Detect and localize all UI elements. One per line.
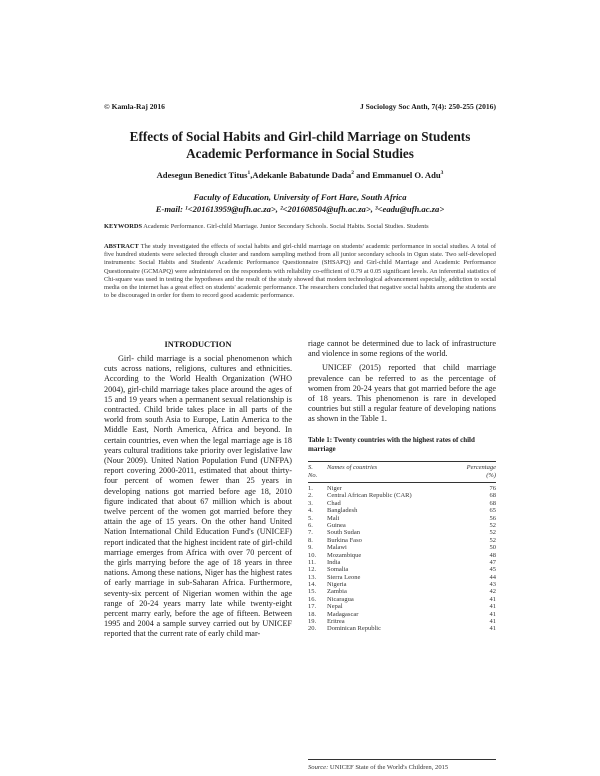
title-line-2: Academic Performance in Social Studies bbox=[186, 146, 414, 161]
row-percentage: 41 bbox=[489, 603, 496, 611]
row-serial: 9. bbox=[308, 544, 313, 552]
row-serial: 8. bbox=[308, 536, 313, 544]
table-row bbox=[308, 625, 496, 632]
row-percentage: 52 bbox=[489, 536, 496, 544]
left-column bbox=[104, 354, 292, 759]
table-bottom-rule bbox=[308, 759, 496, 760]
row-serial: 12. bbox=[308, 566, 317, 574]
row-serial: 4. bbox=[308, 507, 313, 515]
table-row bbox=[308, 485, 496, 492]
table-source bbox=[308, 764, 496, 771]
row-country: Nepal bbox=[327, 603, 343, 611]
abstract-text: The study investigated the effects of social habits and girl-child marriage on students' academic performance in social studies. A total of five hundred students were selected through cluster and random sampling method from all junior secondary schools in Ogun state. Two self-developed instruments: Social Habits and Students' Academic Performance Questionnaire (SHSAPQ) and Girl-child Marriage and Academic Performance Questionnaire (GCMAPQ) were administered on the respondents with reliability co-efficient of 0.79 at 0.05 significant levels. An inferential statistics of Chi-square was used in testing the hypotheses and the result of the study showed that modern technological advancement especially, addiction to social media on the internet has a great effect on students' academic performance. The researchers concluded that negative social habits among the students are to be discouraged in order for them to record good academic performance. bbox=[104, 243, 496, 300]
table-row bbox=[308, 618, 496, 625]
keywords bbox=[104, 223, 496, 231]
table-caption: Table 1: Twenty countries with the highest rates of child marriage bbox=[308, 436, 475, 453]
header-country: Names of countries bbox=[327, 464, 378, 471]
table-row bbox=[308, 522, 496, 529]
table-row bbox=[308, 500, 496, 507]
row-country: Mali bbox=[327, 514, 340, 522]
keywords-label: KEYWORDS bbox=[104, 223, 142, 230]
source-label: Source: bbox=[308, 764, 329, 771]
row-percentage: 52 bbox=[489, 529, 496, 537]
table-row bbox=[308, 507, 496, 514]
row-country: Chad bbox=[327, 499, 341, 507]
row-percentage: 41 bbox=[489, 595, 496, 603]
author-2-mark: 2 bbox=[351, 170, 354, 177]
table-row bbox=[308, 492, 496, 499]
row-country: Malawi bbox=[327, 544, 347, 552]
table-row bbox=[308, 581, 496, 588]
row-percentage: 41 bbox=[489, 618, 496, 626]
row-country: Niger bbox=[327, 485, 342, 492]
row-country: Eritrea bbox=[327, 618, 345, 626]
header-serial bbox=[308, 464, 322, 480]
row-percentage: 41 bbox=[489, 625, 496, 633]
row-serial: 17. bbox=[308, 603, 317, 611]
row-country: Madagascar bbox=[327, 610, 359, 618]
row-country: Dominican Republic bbox=[327, 625, 381, 633]
table-header-rule bbox=[308, 482, 496, 483]
row-serial: 18. bbox=[308, 610, 317, 618]
author-3: and Emmanuel O. Adu bbox=[353, 170, 441, 180]
intro-paragraph-2: UNICEF (2015) reported that child marriage prevalence can be referred to as the percentage of women from 20-24 years that got married before the age of 18 years. This phenomenon is rare in developed countries but still a regular feature of developing nations as shown in the Table 1. bbox=[308, 363, 496, 424]
row-percentage: 41 bbox=[489, 610, 496, 618]
row-country: Bangladesh bbox=[327, 507, 358, 515]
table-row bbox=[308, 566, 496, 573]
author-2: ,Adekanle Babatunde Dada bbox=[250, 170, 352, 180]
table-row bbox=[308, 559, 496, 566]
row-percentage: 65 bbox=[489, 507, 496, 515]
keywords-text: Academic Performance. Girl-child Marriage. Junior Secondary Schools. Social Habits. Social Studies. Students bbox=[142, 223, 429, 230]
source-text: UNICEF State of the World's Children, 2015 bbox=[328, 764, 449, 771]
row-percentage: 43 bbox=[489, 581, 496, 589]
introduction-heading: INTRODUCTION bbox=[164, 340, 232, 349]
row-serial: 1. bbox=[308, 485, 313, 492]
header-percentage bbox=[456, 464, 496, 480]
row-percentage: 52 bbox=[489, 521, 496, 529]
row-percentage: 68 bbox=[489, 499, 496, 507]
header-percentage-line-2: (%) bbox=[486, 472, 496, 479]
row-serial: 3. bbox=[308, 499, 313, 507]
table-row bbox=[308, 529, 496, 536]
table-top-rule bbox=[308, 461, 496, 462]
author-list bbox=[104, 170, 496, 180]
row-country: Nicaragua bbox=[327, 595, 354, 603]
header-percentage-line-1: Percentage bbox=[466, 464, 496, 471]
row-serial: 11. bbox=[308, 558, 316, 566]
table-row bbox=[308, 515, 496, 522]
row-percentage: 56 bbox=[489, 514, 496, 522]
row-country: Sierra Leone bbox=[327, 573, 361, 581]
journal-citation-header: J Sociology Soc Anth, 7(4): 250-255 (2016) bbox=[359, 102, 496, 111]
abstract-label: ABSTRACT bbox=[104, 243, 139, 250]
table-row bbox=[308, 552, 496, 559]
row-serial: 5. bbox=[308, 514, 313, 522]
row-serial: 15. bbox=[308, 588, 317, 596]
paper-title bbox=[104, 128, 496, 162]
row-serial: 16. bbox=[308, 595, 317, 603]
row-country: Guinea bbox=[327, 521, 346, 529]
abstract bbox=[104, 243, 496, 300]
affiliation bbox=[104, 192, 496, 215]
header-serial-line-1: S. bbox=[308, 464, 313, 471]
row-percentage: 47 bbox=[489, 558, 496, 566]
row-country: India bbox=[327, 558, 341, 566]
row-serial: 20. bbox=[308, 625, 317, 633]
row-country: Nigeria bbox=[327, 581, 347, 589]
row-percentage: 48 bbox=[489, 551, 496, 559]
row-percentage: 76 bbox=[489, 485, 496, 492]
row-serial: 10. bbox=[308, 551, 317, 559]
table-row bbox=[308, 588, 496, 595]
author-1: Adesegun Benedict Titus bbox=[156, 170, 248, 180]
table-row bbox=[308, 537, 496, 544]
row-percentage: 45 bbox=[489, 566, 496, 574]
table-row bbox=[308, 603, 496, 610]
row-serial: 6. bbox=[308, 521, 313, 529]
table-row bbox=[308, 596, 496, 603]
intro-paragraph-1: Girl- child marriage is a social phenomenon which cuts across nations, religions, cultures and ethnicities. According to the World Health Organization (WHO 2004), girl-child marriage takes place around the ages of 15 and 19 years when a permanent sexual relationship is contracted. Child bride takes place in all parts of the world from south Asia to Europe, Latin America to the Middle East, North America, Africa and beyond. In certain countries, even when the legal marriage age is 18 years cultural traditions take priority over legislative law (Nour 2009). United Nation Population Fund (UNFPA) report covering 2000-2011, estimated that about thirty-four percent of women fewer than 25 years in developing nations got married before age 18, 2010 figure indicated that about 67 million which is about twelve percent of the women got married before they attain the age of 15 years. On the other hand United Nation International Child Education Fund's (UNICEF) report indicated that the highest incident rate of girl-child marriage emerges from Africa with over 70 percent of the girls marrying before the age of 18 years in three nations. Among these nations, Niger has the highest rates of early marriage in sub-Saharan Africa. Furthermore, seventy-six percent of Nigerian women within the age range of 20-24 years marry late while twenty-eight percent marry early, before the age of fifteen. Between 1995 and 2004 a sample survey carried out by UNICEF reported that the current rate of early child mar- bbox=[104, 354, 292, 639]
row-percentage: 42 bbox=[489, 588, 496, 596]
row-country: Burkina Faso bbox=[327, 536, 362, 544]
row-country: Somalia bbox=[327, 566, 349, 574]
intro-paragraph-1-continued: riage cannot be determined due to lack of infrastructure and violence in some regions of the world. bbox=[308, 339, 496, 359]
header-serial-line-2: No. bbox=[308, 472, 318, 479]
right-column bbox=[308, 339, 496, 425]
row-serial: 19. bbox=[308, 618, 317, 626]
row-serial: 14. bbox=[308, 581, 317, 589]
row-percentage: 68 bbox=[489, 492, 496, 500]
row-country: Zambia bbox=[327, 588, 347, 596]
affiliation-institution: Faculty of Education, University of Fort Hare, South Africa bbox=[193, 192, 407, 202]
row-serial: 7. bbox=[308, 529, 313, 537]
row-serial: 13. bbox=[308, 573, 317, 581]
row-percentage: 50 bbox=[489, 544, 496, 552]
author-3-mark: 3 bbox=[440, 170, 444, 177]
row-country: Mozambique bbox=[327, 551, 362, 559]
table-row bbox=[308, 574, 496, 581]
row-country: Central African Republic (CAR) bbox=[327, 492, 412, 500]
row-serial: 2. bbox=[308, 492, 313, 500]
title-line-1: Effects of Social Habits and Girl-child Marriage on Students bbox=[129, 129, 471, 144]
row-country: South Sudan bbox=[327, 529, 361, 537]
table-row bbox=[308, 544, 496, 551]
table-row bbox=[308, 611, 496, 618]
affiliation-emails: E-mail: ¹<201613959@ufh.ac.za>, ²<201608504@ufh.ac.za>, ³<eadu@ufh.ac.za> bbox=[155, 203, 445, 214]
author-1-mark: 1 bbox=[247, 170, 251, 177]
copyright-header: © Kamla-Raj 2016 bbox=[104, 102, 165, 111]
row-percentage: 44 bbox=[489, 573, 496, 581]
table-body bbox=[308, 485, 496, 633]
